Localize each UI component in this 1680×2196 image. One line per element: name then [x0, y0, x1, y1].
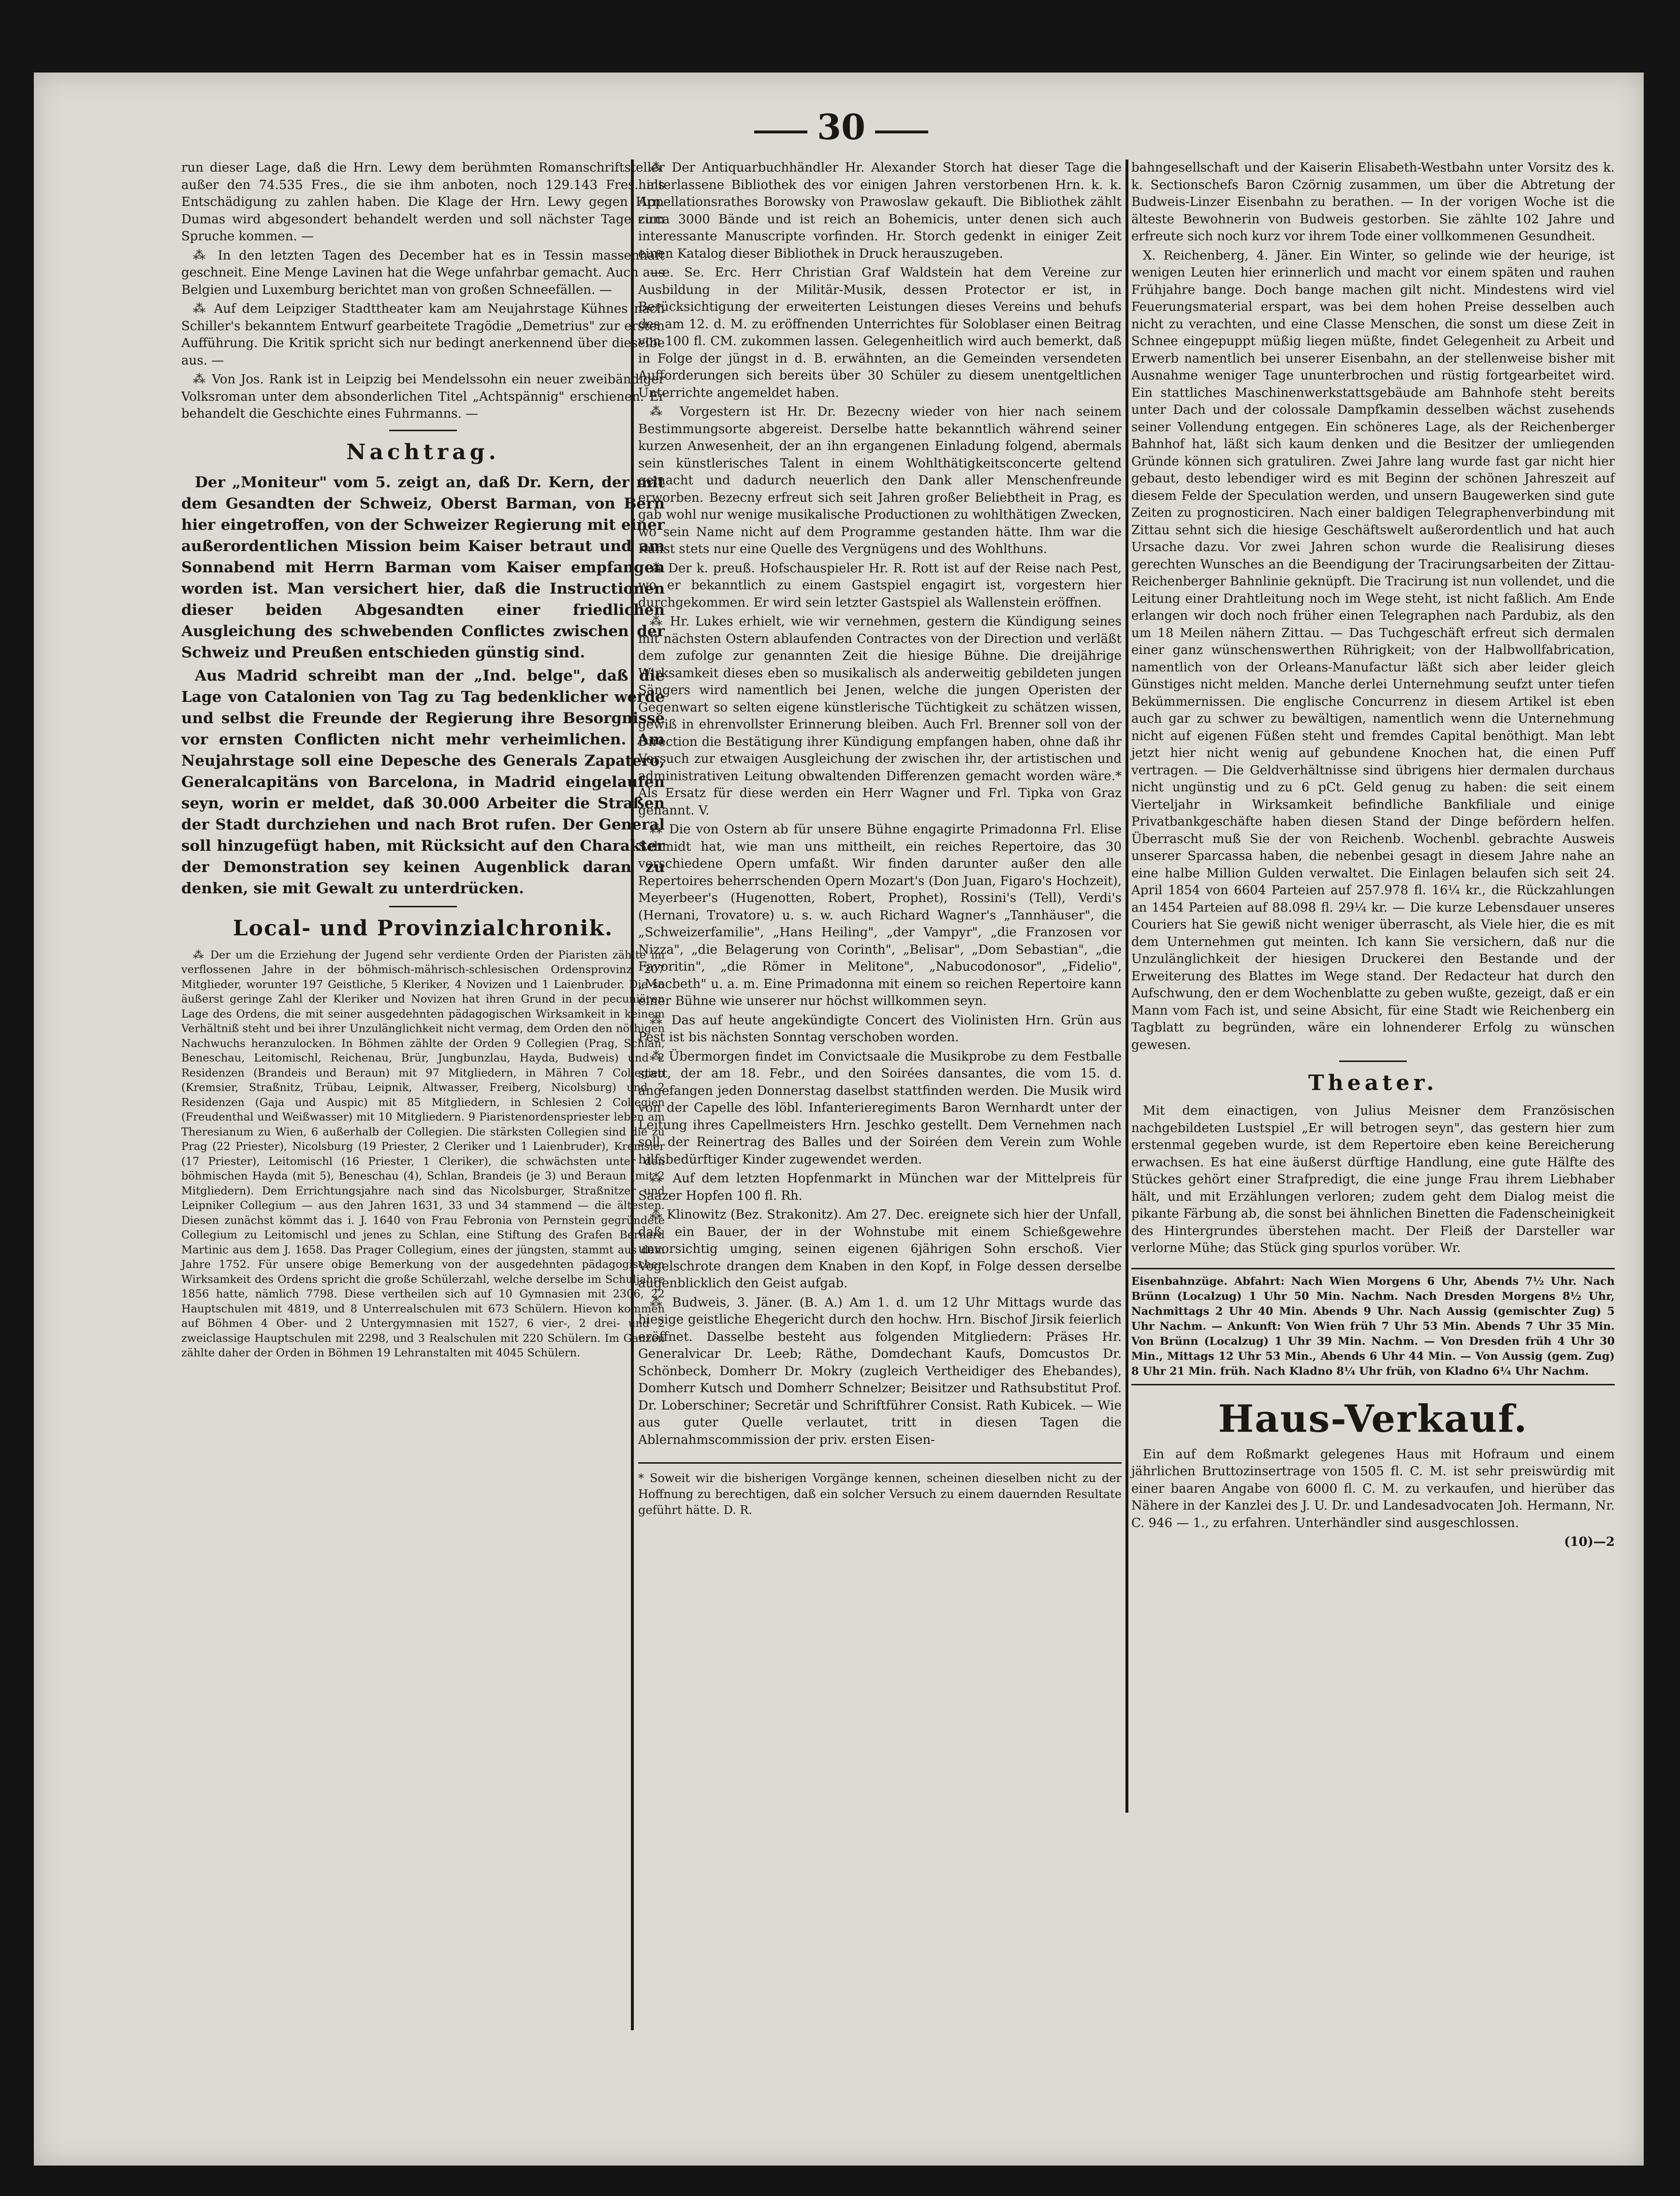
article-storch: ⁂ Der Antiquarbuchhändler Hr. Alexander Storch hat dieser Tage die hinterlassene Bibliothek des vor einigen Jahren verstorbenen Hrn. k. k. Appellationsrathes Borowsky von Prawoslaw gekauft. Die Bibliothek zählt circa 3000 Bände und ist reich an Bohemicis, unter denen sich auch interessante Manuscripte vorfinden. Hr. Storch gedenkt in einiger Zeit einen Katalog dieser Bibliothek in Druck herauszugeben.	[638, 160, 1122, 261]
column-2	[638, 160, 1122, 1518]
section-title-local: Local- und Provinzialchronik.	[233, 916, 614, 941]
local-section	[181, 948, 665, 1361]
article-bezecny: ⁂ Vorgestern ist Hr. Dr. Bezecny wieder von hier nach seinem Bestimmungsorte abgereist. Derselbe hatte bekanntlich während seiner kurzen Anwesenheit, der an ihn ergangenen Einladung folgend, abermals sein künstlerisches Talent in einem Wohlthätigkeitsconcerte geltend gemacht und dadurch neuerlich den Dank aller Menschenfreunde erworben. Bezecny erfreut sich seit Jahren großer Beliebtheit in Prag, es gab wohl nur wenige musikalische Productionen zu wohlthätigen Zwecken, wo sein Name nicht auf dem Programme gestanden hätte. Ihm war die Kunst stets nur eine Quelle des Vergnügens und des Wohlthuns.	[638, 405, 1122, 556]
section-divider	[1339, 1061, 1407, 1062]
nachtrag-section	[181, 472, 665, 899]
article-budweis-cont: bahngesellschaft und der Kaiserin Elisabeth-Westbahn unter Vorsitz des k. k. Sectionschefs Baron Czörnig zusammen, um über die Abtretung der Budweis-Linzer Eisenbahn zu berathen. — In der vorigen Woche ist die älteste Bewohnerin von Budweis gestorben. Sie zählte 102 Jahre und erfreute sich noch kurz vor ihrem Tode einer vollkommenen Gesundheit.	[1131, 160, 1615, 244]
section-title-nachtrag: Nachtrag.	[346, 439, 500, 465]
article-lukes: ⁂ Hr. Lukes erhielt, wie wir vernehmen, gestern die Kündigung seines mit nächsten Ostern ablaufenden Contractes von der Direction und verläßt dem zufolge zur genannten Zeit die hiesige Bühne. Die dreijährige Wirksamkeit dieses eben so musikalisch als anderweitig gebildeten jungen Sängers wird namentlich bei Jenen, welche die jungen Operisten der Gegenwart so selten eigene künstlerische Tüchtigkeit zu schätzen wissen, gewiß in ehrenvollster Erinnerung bleiben. Auch Frl. Brenner soll von der Direction die Bestätigung ihrer Kündigung empfangen haben, ohne daß ihr Versuch zur etwaigen Ausgleichung der zwischen ihr, der artistischen und administrativen Leitung obwaltenden Differenzen gemacht worden wäre.* Als Ersatz für diese werden ein Herr Wagner und Frl. Tipka von Graz genannt. V.	[638, 614, 1122, 818]
ad-reference: (10)—2	[1564, 1535, 1615, 1549]
article-hopfenmarkt: ⁂ Auf dem letzten Hopfenmarkt in München war der Mittelpreis für Saazer Hopfen 100 fl. Rh.	[638, 1171, 1122, 1203]
article-rott: ⁂ Der k. preuß. Hofschauspieler Hr. R. Rott ist auf der Reise nach Pest, wo er bekanntlich zu einem Gastspiel engagirt ist, vorgestern hier durchgekommen. Er wird sein letzter Gastspiel als Wallenstein eröffnen.	[638, 561, 1122, 610]
section-divider	[389, 430, 457, 431]
article-piaristen: ⁂ Der um die Erziehung der Jugend sehr verdiente Orden der Piaristen zählte im verflossenen Jahre in der böhmisch-mährisch-schlesischen Ordensprovinz 207 Mitglieder, worunter 197 Geistliche, 5 Kleriker, 4 Novizen und 1 Laienbruder. Die so äußerst geringe Zahl der Kleriker und Novizen hat ihren Grund in der pecuniären Lage des Ordens, die mit seiner ausgedehnten pädagogischen Wirksamkeit in keinem Verhältniß steht und bei ihrer Unzulänglichkeit nicht vermag, dem Orden den nöthigen Nachwuchs heranzulocken. In Böhmen zählte der Orden 9 Collegien (Prag, Schlan, Beneschau, Leitomischl, Reichenau, Brür, Jungbunzlau, Hayda, Budweis) und 2 Residenzen (Brandeis und Beraun) mit 97 Mitgliedern, in Mähren 7 Collegien (Kremsier, Straßnitz, Trübau, Leipnik, Altwasser, Freiberg, Nicolsburg) und 2 Residenzen (Gaja und Auspic) mit 85 Mitgliedern, in Schlesien 2 Collegien (Freudenthal und Weißwasser) mit 10 Mitgliedern. 9 Piaristenordenspriester leben am Theresianum zu Wien, 6 außerhalb der Collegien. Die stärksten Collegien sind die zu Prag (22 Priester), Nicolsburg (19 Priester, 2 Cleriker und 1 Laienbruder), Kremsier (17 Priester), Leitomischl (16 Priester, 1 Cleriker), die schwächsten unter den böhmischen Hayda (mit 5), Beneschau (4), Schlan, Brandeis (je 3) und Beraun (mit 2 Mitgliedern). Dem Errichtungsjahre nach sind das Nicolsburger, Straßnitzer und Leipniker Collegium — aus den Jahren 1631, 33 und 34 stammend — die ältesten. Diesen zunächst kömmt das i. J. 1640 von Frau Febronia von Pernstein gegründete Collegium zu Leitomischl und jenes zu Schlan, eine Stiftung des Grafen Bernard Martinic aus dem J. 1658. Das Prager Collegium, eines der jüngsten, stammt aus dem Jahre 1752. Für unsere obige Bemerkung von der ausgedehnten pädagogischen Wirksamkeit des Ordens spricht die große Schülerzahl, welche derselbe im Schuljahre 1856 hatte, nämlich 7798. Diese vertheilen sich auf 10 Gymnasien mit 2306, 22 Hauptschulen mit 4819, und 8 Unterrealschulen mit 673 Schülern. Hievon kommen auf Böhmen 4 Ober- und 2 Untergymnasien mit 1527, 6 vier-, 2 drei- und 2 zweiclassige Hauptschulen mit 2298, und 3 Realschulen mit 220 Schülern. Im Ganzen zählte daher der Orden in Böhmen 19 Lehranstalten mit 4045 Schülern.	[181, 948, 665, 1359]
article-demetrius: ⁂ Auf dem Leipziger Stadttheater kam am Neujahrstage Kühnes nach Schiller's bekanntem Entwurf gearbeitete Tragödie „Demetrius" zur ersten Aufführung. Die Kritik spricht sich nur bedingt anerkennend über dieselbe aus. —	[181, 302, 665, 368]
section-divider	[389, 906, 457, 907]
column-rule-2	[1125, 160, 1128, 1813]
page-number: 30	[817, 106, 866, 147]
article-reichenberg: X. Reichenberg, 4. Jäner. Ein Winter, so gelinde wie der heurige, ist wenigen Leuten hier erinnerlich und macht vor einem späten und rauhen Frühjahre bange. Doch bange machen gilt nicht. Mindestens wird viel Feuerungsmaterial erspart, was bei dem hohen Preise desselben auch nicht zu verachten, und eine Classe Menschen, die sonst um diese Zeit in Schnee eingepuppt müßig liegen müßte, findet Gelegenheit zu Arbeit und Erwerb namentlich bei unserer Eisenbahn, an der stellenweise bisher mit Ausnahme weniger Tage ununterbrochen und rüstig fortgearbeitet wird. Ein stattliches Maschinenwerkstattsgebäude am Bahnhofe steht bereits unter Dach und der colossale Dampfkamin desselben wächst zusehends seiner Vollendung entgegen. Ein schöneres Lage, als der Reichenberger Bahnhof hat, läßt sich kaum denken und die Besitzer der umliegenden Gründe können sich gratuliren. Zwei Jahre lang wurde fast gar nicht hier gebaut, desto lebendiger wird es mit Beginn der schönen Jahreszeit auf diesem Felde der Speculation werden, und unsern Baugewerken sind gute Zeiten zu prognosticiren. Nach einer baldigen Telegraphenverbindung mit Zittau sehnt sich die hiesige Geschäftswelt außerordentlich und hat auch Ursache dazu. Vor zwei Jahren schon wurde die Realisirung dieses gerechten Wunsches an die Beendigung der Tracirungsarbeiten der Zittau-Reichenberger Bahnlinie geknüpft. Die Tracirung ist nun vollendet, und die Leitung einer Drahtleitung noch im Wege steht, ist nicht faßlich. Am Ende erlangen wir doch noch früher einen Telegraphen nach Pardubiz, als den um 18 Meilen nähern Zittau. — Das Tuchgeschäft erfreut sich dermalen einer ganz wünschenswerthen Rührigkeit; von der Halbwollfabrication, namentlich von der Orleans-Manufactur läßt sich aber leider gleich Günstiges nicht melden. Manche derlei Unternehmung seufzt unter tiefen Bekümmernissen. Die englische Concurrenz in diesem Artikel ist eben auch gar zu schwer zu bewältigen, namentlich wenn die Unternehmung nicht auf eigenen Füßen steht und fremdes Capital benöthigt. Man lebt jetzt hier nicht wenig auf gebundene Knochen hat, die einen Puff vertragen. — Die Geldverhältnisse sind übrigens hier dermalen durchaus nicht ungünstig und zu 6 pCt. Geld genug zu haben: die seit einem Vierteljahr in Wirksamkeit befindliche Bankfiliale und einige Privatbankgeschäfte haben diesen Stand der Dinge befördern helfen. Überrascht muß Sie der von Reichenb. Wochenbl. gebrachte Ausweis unserer Sparcassa haben, die nebenbei gesagt in diesem Jahre nahe an eine halbe Million Gulden verwaltet. Die Einlagen belaufen sich seit 24. April 1854 von 6604 Parteien auf 257.978 fl. 16¼ kr., die Rückzahlungen an 1454 Parteien auf 88.098 fl. 29¼ kr. — Die kurze Lebensdauer unseres Couriers hat Sie gewiß nicht weniger überrascht, als Viele hier, die es mit dem Unternehmen gut meinten. Ich kann Sie versichern, daß nur die Unzulänglichkeit der hiesigen Druckerei den Bestande und der Erweiterung des Blattes im Wege stand. Der Redacteur hat durch den Aufschwung, den er dem Wochenblatte zu geben wußte, gezeigt, daß er ein Mann vom Fach ist, und seine Absicht, für eine Stadt wie Reichenberg ein Tagblatt zu begründen, wäre ein lohnenderer Erfolg zu wünschen gewesen.	[1131, 248, 1615, 1052]
article-waldstein: —e. Se. Erc. Herr Christian Graf Waldstein hat dem Vereine zur Ausbildung in der Militär-Musik, dessen Protector er ist, in Berücksichtigung der erweiterten Leistungen dieses Vereins und behufs des am 12. d. M. zu eröffnenden Unterrichtes für Soloblaser einen Beitrag von 100 fl. CM. zukommen lassen. Gelegenheitlich wird auch bemerkt, daß in Folge der jüngst in d. B. erwähnten, an die Gemeinden versendeten Aufforderungen sich bereits über 30 Schüler zu diesem unentgeltlichen Unterrichte angemeldet haben.	[638, 265, 1122, 400]
article-budweis: ⁂ Budweis, 3. Jäner. (B. A.) Am 1. d. um 12 Uhr Mittags wurde das hiesige geistliche Ehegericht durch den hochw. Hrn. Bischof Jirsik feierlich eröffnet. Dasselbe besteht aus folgenden Mitgliedern: Präses Hr. Generalvicar Dr. Leeb; Räthe, Domdechant Kaufs, Domcustos Dr. Schönbeck, Domherr Dr. Mokry (zugleich Vertheidiger des Ehebandes), Domherr Kutsch und Domherr Schnelzer; Beisitzer und Rathsubstitut Prof. Dr. Loberschiner; Secretär und Schriftführer Consist. Rath Kubicek. — Wie aus guter Quelle verlautet, tritt in diesen Tagen die Ablernahmscommission der priv. ersten Eisen-	[638, 1295, 1122, 1447]
article-madrid: Aus Madrid schreibt man der „Ind. belge", daß die Lage von Catalonien von Tag zu Tag bedenklicher werde und selbst die Freunde der Regierung ihre Besorgnisse vor ernsten Conflicten nicht mehr verheimlichen. Am Neujahrstage soll eine Depesche des Generals Zapatero, Generalcapitäns von Barcelona, in Madrid eingelaufen seyn, worin er meldet, daß 30.000 Arbeiter die Straßen der Stadt durchziehen und nach Brot rufen. Der General soll hinzugefügt haben, mit Rücksicht auf den Charakter der Demonstration sey keinen Augenblick daran zu denken, sie mit Gewalt zu unterdrücken.	[181, 667, 665, 897]
ad-title-house-sale: Haus-Verkauf.	[1218, 1396, 1528, 1441]
page-number-rule-left	[754, 131, 807, 133]
ad-text-house-sale: Ein auf dem Roßmarkt gelegenes Haus mit Hofraum und einem jährlichen Bruttozinsertrage von 1505 fl. C. M. ist sehr preiswürdig mit einer baaren Angabe von 6000 fl. C. M. zu verkaufen, und hierüber das Nähere in der Kanzlei des J. U. Dr. und Landesadvocaten Joh. Hermann, Nr. C. 946 — 1., zu erfahren. Unterhändler sind ausgeschlossen.	[1131, 1447, 1615, 1530]
article-klinowitz: ⁂ Klinowitz (Bez. Strakonitz). Am 27. Dec. ereignete sich hier der Unfall, daß ein Bauer, der in der Wohnstube mit einem Schießgewehre unvorsichtig umging, seinen eigenen 6jährigen Sohn erschoß. Vier Vogelschrote drangen dem Knaben in den Kopf, in Folge dessen derselbe augenblicklich den Geist aufgab.	[638, 1207, 1122, 1291]
railway-timetable: Eisenbahnzüge. Abfahrt: Nach Wien Morgens 6 Uhr, Abends 7½ Uhr. Nach Brünn (Localzug) 1 Uhr 50 Min. Nachm. Nach Dresden Morgens 8½ Uhr, Nachmittags 2 Uhr 40 Min. Abends 9 Uhr. Nach Aussig (gemischter Zug) 5 Uhr Nachm. — Ankunft: Von Wien früh 7 Uhr 53 Min. Abends 7 Uhr 35 Min. Von Brünn (Localzug) 1 Uhr 39 Min. Nachm. — Von Dresden früh 4 Uhr 30 Min., Mittags 12 Uhr 53 Min., Abends 6 Uhr 44 Min. — Von Aussig (gem. Zug) 8 Uhr 21 Min. früh. Nach Kladno 8¼ Uhr früh, von Kladno 6¼ Uhr Nachm.	[1131, 1268, 1615, 1385]
section-title-theater: Theater.	[1308, 1071, 1438, 1095]
column-3	[1131, 160, 1615, 1551]
article-tessin-snow: ⁂ In den letzten Tagen des December hat es in Tessin massenhaft geschneit. Eine Menge Lavinen hat die Wege unfahrbar gemacht. Auch aus Belgien und Luxemburg berichtet man von großen Schneefällen. —	[181, 248, 665, 297]
page-number-rule-right	[875, 131, 928, 133]
article-rank-novel: ⁂ Von Jos. Rank ist in Leipzig bei Mendelssohn ein neuer zweibändiger Volksroman unter dem absonderlichen Titel „Achtspännig" erschienen. Er behandelt die Geschichte eines Fuhrmanns. —	[181, 372, 665, 421]
article-schmidt: ⁂ Die von Ostern ab für unsere Bühne engagirte Primadonna Frl. Elise Schmidt hat, wie man uns mittheilt, ein reiches Repertoire, das 30 verschiedene Opern umfaßt. Wir finden darunter außer den alle Repertoires beherrschenden Opern Mozart's (Don Juan, Figaro's Hochzeit), Meyerbeer's (Hugenotten, Robert, Prophet), Rossini's (Tell), Verdi's (Hernani, Trovatore) u. s. w. auch Richard Wagner's „Tannhäuser", die „Schweizerfamilie", „Hans Heiling", „der Vampyr", „die Franzosen vor Nizza", „die Belagerung von Corinth", „Belisar", „Dom Sebastian", „die Favoritin", „die Römer in Melitone", „Nabucodonosor", „Fidelio", „Macbeth" u. a. m. Eine Primadonna mit einem so reichen Repertoire kann einer Bühne wie unserer nur höchst willkommen seyn.	[638, 822, 1122, 1008]
article-lewy-dumas: run dieser Lage, daß die Hrn. Lewy dem berühmten Romanschriftsteller außer den 74.535 Fres., die sie ihm anboten, noch 129.143 Fres. als Entschädigung zu zahlen haben. Die Klage der Hrn. Lewy gegen Hrn. Dumas wird abgesondert behandelt werden und soll nächster Tage zum Spruche kommen. —	[181, 160, 665, 244]
article-moniteur: Der „Moniteur" vom 5. zeigt an, daß Dr. Kern, der mit dem Gesandten der Schweiz, Oberst Barman, von Bern hier eingetroffen, von der Schweizer Regierung mit einer außerordentlichen Mission beim Kaiser betraut und am Sonnabend mit Herrn Barman vom Kaiser empfangen worden ist. Man versichert hier, daß die Instructionen dieser beiden Abgesandten einer friedlichen Ausgleichung des schwebenden Conflictes zwischen der Schweiz und Preußen entschieden günstig sind.	[181, 473, 665, 661]
article-gruen-concert: ⁂ Das auf heute angekündigte Concert des Violinisten Hrn. Grün aus Pest ist bis nächsten Sonntag verschoben worden.	[638, 1013, 1122, 1045]
article-theater-review: Mit dem einactigen, von Julius Meisner dem Französischen nachgebildeten Lustspiel „Er will betrogen seyn", das gestern hier zum erstenmal gegeben wurde, ist dem Repertoire eben keine Bereicherung erwachsen. Es hat eine äußerst dürftige Handlung, eine gute Hälfte des Stückes gehört einer Strafpredigt, die eine junge Frau ihrem Liebhaber hält, und mit Erzählungen verloren; zudem geht dem Dialog meist die pikante Färbung ab, die sonst bei ähnlichen Binetten die Fadenscheinigkeit des Hintergrundes überstehen macht. Der Fleiß der Darsteller war verlorne Mühe; das Stück ging spurlos vorüber. Wr.	[1131, 1104, 1615, 1255]
article-convictsaal: ⁂ Übermorgen findet im Convictsaale die Musikprobe zu dem Festballe statt, der am 18. Febr., und den Soirées dansantes, die vom 15. d. angefangen jeden Donnerstag daselbst stattfinden werden. Die Musik wird von der Capelle des löbl. Infanterieregiments Baron Wernhardt unter der Leitung ihres Capellmeisters Hrn. Jeschko gestellt. Dem Vernehmen nach soll der Reinertrag des Balles und der Soiréen dem Verein zum Wohle hilfsbedürftiger Kinder zugewendet werden.	[638, 1049, 1122, 1167]
column-1	[181, 160, 665, 1363]
footnote: * Soweit wir die bisherigen Vorgänge kennen, scheinen dieselben nicht zu der Hoffnung zu berechtigen, daß ein solcher Versuch zu einem dauernden Resultate geführt hätte. D. R.	[638, 1462, 1122, 1518]
